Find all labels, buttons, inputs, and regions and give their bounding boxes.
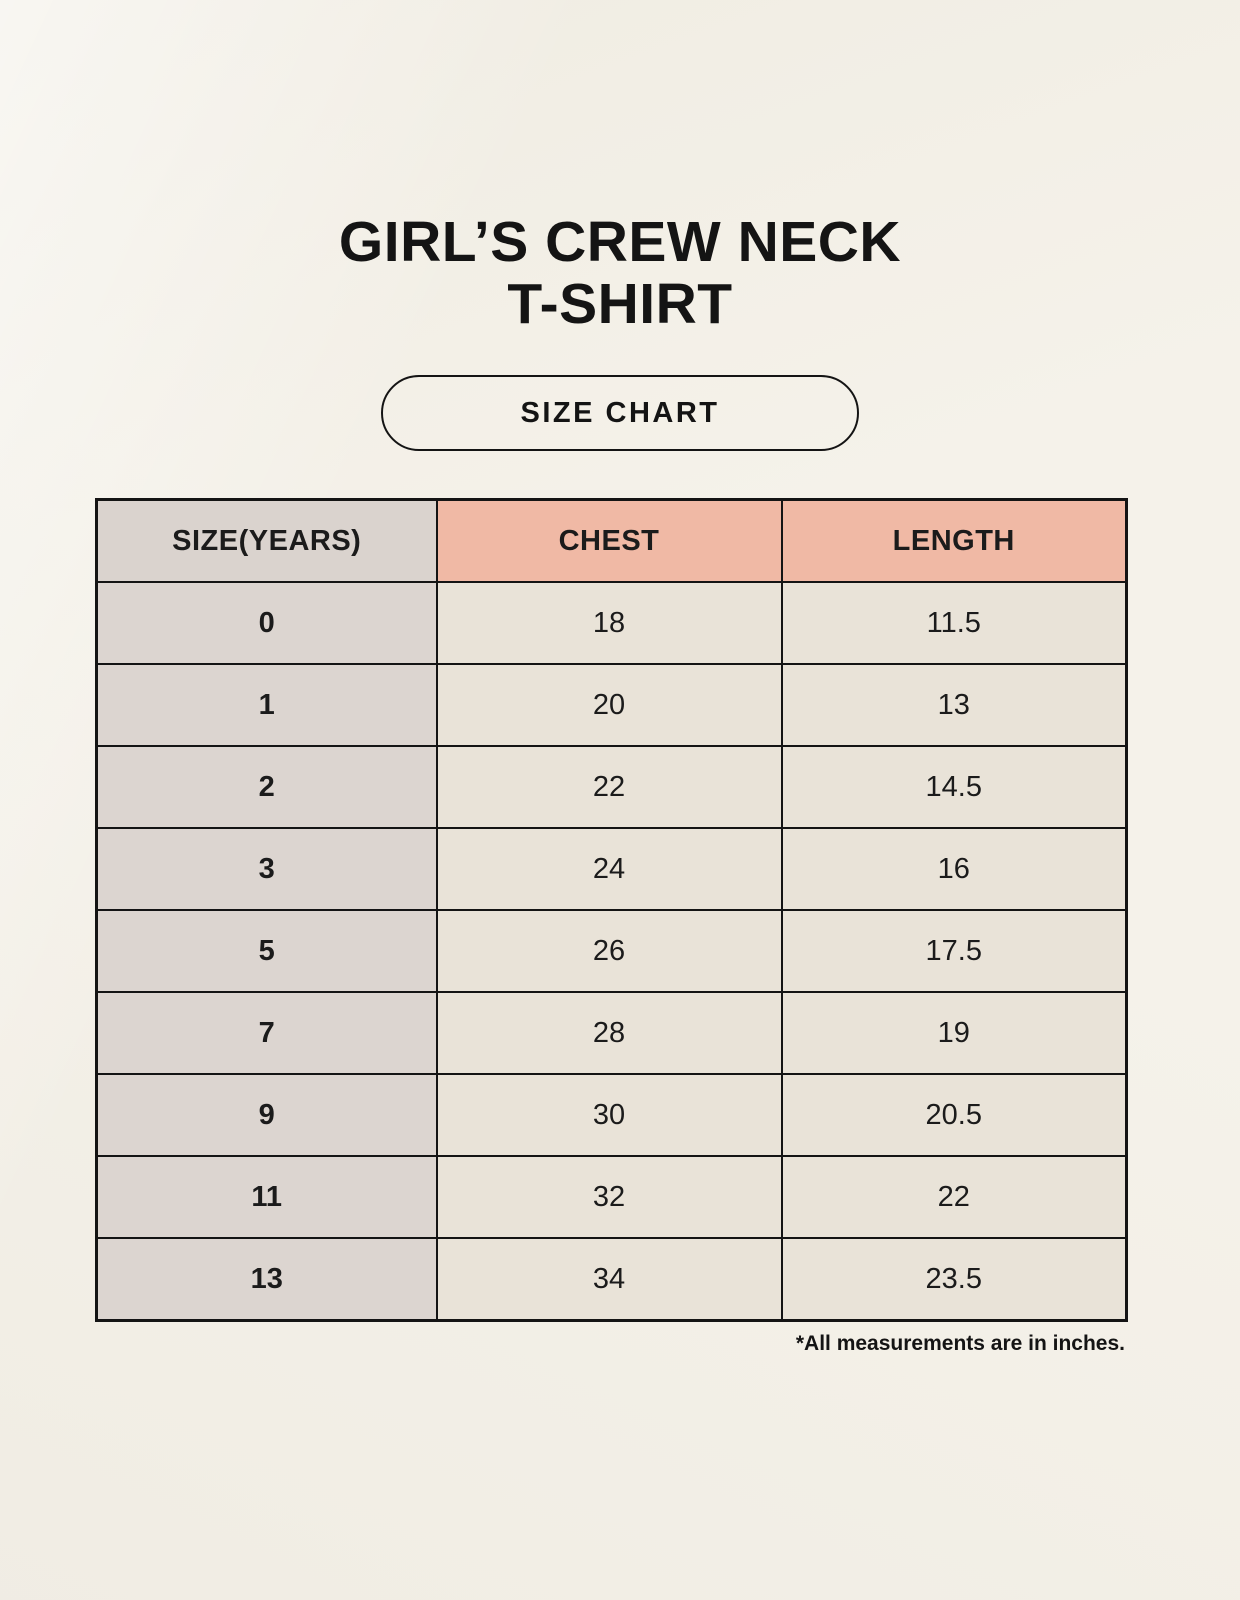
chest-cell: 26 [437, 910, 782, 992]
length-cell: 20.5 [782, 1074, 1127, 1156]
size-cell: 2 [97, 746, 437, 828]
size-cell: 7 [97, 992, 437, 1074]
size-cell: 1 [97, 664, 437, 746]
measurements-footnote: *All measurements are in inches. [795, 1332, 1125, 1356]
chest-cell: 24 [437, 828, 782, 910]
table-row [97, 1238, 1127, 1321]
length-cell: 23.5 [782, 1238, 1127, 1321]
table-row [97, 828, 1127, 910]
length-cell: 17.5 [782, 910, 1127, 992]
size-chart-badge [381, 375, 859, 451]
column-header-length: LENGTH [782, 500, 1127, 583]
length-cell: 22 [782, 1156, 1127, 1238]
table-row [97, 910, 1127, 992]
table-row [97, 664, 1127, 746]
column-header-chest: CHEST [437, 500, 782, 583]
length-cell: 19 [782, 992, 1127, 1074]
length-cell: 11.5 [782, 582, 1127, 664]
table-row [97, 992, 1127, 1074]
chest-cell: 28 [437, 992, 782, 1074]
chest-cell: 34 [437, 1238, 782, 1321]
page-title-line2: T-SHIRT [507, 271, 733, 336]
chest-cell: 30 [437, 1074, 782, 1156]
length-cell: 16 [782, 828, 1127, 910]
page-title [0, 0, 1240, 335]
size-cell: 11 [97, 1156, 437, 1238]
page-title-line1: GIRL’S CREW NECK [338, 210, 902, 274]
length-cell: 13 [782, 664, 1127, 746]
size-table [95, 498, 1128, 1322]
size-cell: 13 [97, 1238, 437, 1321]
chest-cell: 18 [437, 582, 782, 664]
size-cell: 3 [97, 828, 437, 910]
table-header-row [97, 500, 1127, 583]
chest-cell: 20 [437, 664, 782, 746]
size-cell: 9 [97, 1074, 437, 1156]
size-cell: 0 [97, 582, 437, 664]
size-chart-badge-label: SIZE CHART [520, 396, 720, 429]
table-row [97, 746, 1127, 828]
table-row [97, 1074, 1127, 1156]
column-header-size-years: SIZE(YEARS) [97, 500, 437, 583]
table-row [97, 582, 1127, 664]
table-row [97, 1156, 1127, 1238]
chest-cell: 32 [437, 1156, 782, 1238]
chest-cell: 22 [437, 746, 782, 828]
size-cell: 5 [97, 910, 437, 992]
length-cell: 14.5 [782, 746, 1127, 828]
